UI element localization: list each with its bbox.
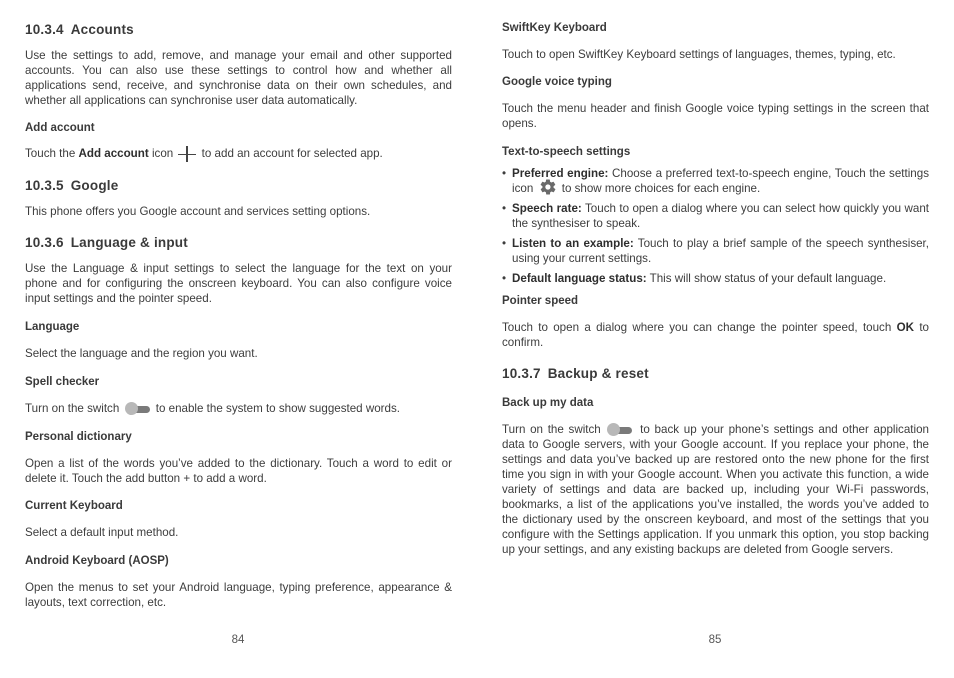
- tts-item-default-language: • Default language status: This will show status of your default language.: [502, 271, 929, 286]
- pointer-speed-heading: Pointer speed: [502, 295, 579, 307]
- tts-item-speech-rate: • Speech rate: Touch to open a dialog where you can select how quickly you want the synthesiser to speak.: [502, 201, 929, 231]
- section-heading-backup-reset: 10.3.7 Backup & reset: [502, 366, 649, 381]
- plus-icon: [178, 146, 196, 162]
- swiftkey-heading: SwiftKey Keyboard: [502, 22, 607, 34]
- swiftkey-text: Touch to open SwiftKey Keyboard settings of languages, themes, typing, etc.: [502, 48, 896, 61]
- backup-text: Turn on the switch to back up your phone’s settings and other application data to Google servers, with your Google account. If you replace your phone, the settings and data you’ve backed up are restored onto the new phone for the first time you sign in with your Google account. When you activate this function, a wide variety of settings and data are backed up, including your Wi-Fi passwords, bookmarks, a list of the applications you’ve installed, the words you’ve added to the dictionary used by the onscreen keyboard, and most of the settings that you configure with the Settings application. If you unmark this option, you stop backing up your settings, and any existing backups are deleted from Google servers.: [502, 423, 929, 556]
- personal-dictionary-text: Open a list of the words you’ve added to the dictionary. Touch a word to edit or delete it. Touch the add button + to add a word.: [25, 457, 452, 485]
- add-account-heading: Add account: [25, 122, 95, 134]
- google-voice-text: Touch the menu header and finish Google voice typing settings in the screen that opens.: [502, 102, 929, 130]
- section-heading-google: 10.3.5 Google: [25, 178, 119, 193]
- backup-heading: Back up my data: [502, 397, 594, 409]
- toggle-switch-icon: [125, 402, 151, 415]
- android-keyboard-heading: Android Keyboard (AOSP): [25, 555, 169, 567]
- tts-item-listen-example: • Listen to an example: Touch to play a brief sample of the speech synthesiser, using your current settings.: [502, 236, 929, 266]
- toggle-switch-icon: [607, 423, 633, 436]
- google-text: This phone offers you Google account and services setting options.: [25, 205, 371, 218]
- accounts-intro: Use the settings to add, remove, and manage your email and other supported accounts. You can also use these settings to control how and whether all applications send, receive, and synchronise data on their own schedules, and whether all applications can synchronise user data automatically.: [25, 49, 452, 107]
- spell-checker-text: Turn on the switch to enable the system to show suggested words.: [25, 402, 401, 415]
- current-keyboard-heading: Current Keyboard: [25, 500, 123, 512]
- android-keyboard-text: Open the menus to set your Android language, typing preference, appearance & layouts, text correction, etc.: [25, 581, 452, 609]
- language-input-intro: Use the Language & input settings to select the language for the text on your phone and for configuring the onscreen keyboard. You can also configure voice input settings and the pointer speed.: [25, 262, 452, 305]
- language-text: Select the language and the region you want.: [25, 347, 258, 360]
- current-keyboard-text: Select a default input method.: [25, 526, 179, 539]
- personal-dictionary-heading: Personal dictionary: [25, 431, 132, 443]
- section-heading-language-input: 10.3.6 Language & input: [25, 235, 188, 250]
- language-heading: Language: [25, 321, 80, 333]
- spell-checker-heading: Spell checker: [25, 376, 100, 388]
- gear-icon: [539, 178, 557, 196]
- add-account-text: Touch the Add account icon to add an account for selected app.: [25, 147, 383, 161]
- pointer-speed-text: Touch to open a dialog where you can change the pointer speed, touch OK to confirm.: [502, 321, 929, 349]
- tts-item-preferred-engine: • Preferred engine: Choose a preferred text-to-speech engine, Touch the settings icon to show more choices for each engine.: [502, 166, 929, 196]
- section-heading-accounts: 10.3.4 Accounts: [25, 22, 134, 37]
- tts-heading: Text-to-speech settings: [502, 146, 631, 158]
- tts-list: [502, 166, 929, 291]
- page-number-left: 84: [231, 634, 245, 646]
- page-number-right: 85: [708, 634, 722, 646]
- google-voice-heading: Google voice typing: [502, 76, 612, 88]
